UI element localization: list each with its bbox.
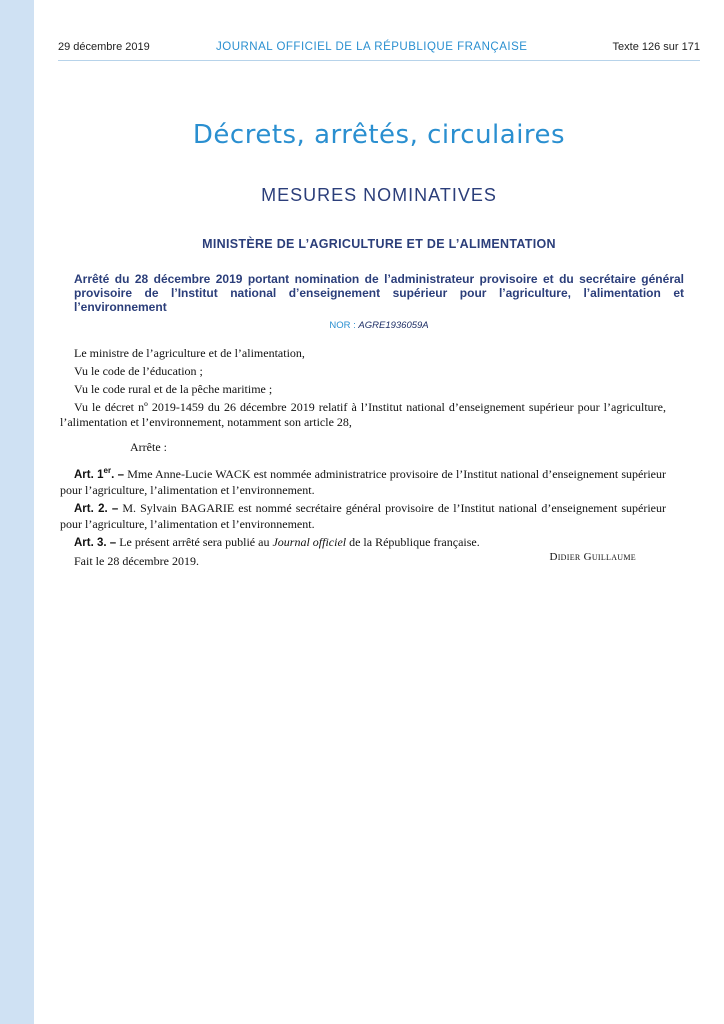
article-label: Art. 1er. –	[74, 466, 125, 481]
article-1	[60, 463, 666, 498]
article-3	[60, 535, 666, 551]
article-text: M. Sylvain BAGARIE est nommé secrétaire général provisoire de l’Institut national d’enseignement supérieur pour l’agriculture, l’alimentation et l’environnement.	[60, 500, 667, 531]
document-body	[60, 346, 666, 572]
section-title: MESURES NOMINATIVES	[261, 185, 497, 205]
article-label: Art. 2. –	[74, 502, 119, 515]
ministry-heading: MINISTÈRE DE L’AGRICULTURE ET DE L’ALIMENTATION	[202, 237, 556, 251]
vu-paragraph: Vu le code rural et de la pêche maritime ;	[74, 382, 273, 396]
signature: Didier Guillaume	[549, 551, 636, 563]
article-text: de la République française.	[346, 534, 480, 549]
nor-label: NOR :	[329, 320, 359, 331]
header-text-number: Texte 126 sur 171	[612, 41, 700, 53]
article-text: Mme Anne-Lucie WACK est nommée administratrice provisoire de l’Institut national d’enseignement supérieur pour l’agriculture, l’alimentation et l’environnement.	[60, 466, 666, 497]
fait-line: Fait le 28 décembre 2019.	[74, 553, 199, 568]
article-label: Art. 3. –	[74, 536, 117, 549]
arrete-title: Arrêté du 28 décembre 2019 portant nomination de l’administrateur provisoire et du secrétaire général provisoire de l’Institut national d’enseignement supérieur pour l’agriculture, l’alimentation et l’environnement	[74, 272, 684, 314]
header-journal-title: JOURNAL OFFICIEL DE LA RÉPUBLIQUE FRANÇAISE	[216, 41, 528, 53]
nor-line	[34, 320, 724, 331]
article-text-italic: Journal officiel	[272, 534, 347, 549]
document-page	[34, 0, 724, 1024]
nor-code: AGRE1936059A	[358, 320, 429, 331]
article-text: Le présent arrêté sera publié au	[119, 534, 273, 549]
header-divider	[58, 60, 700, 61]
page-edge-mark	[718, 930, 724, 990]
vu-paragraph: Vu le décret nº 2019-1459 du 26 décembre 2019 relatif à l’Institut national d’enseignement supérieur pour l’agriculture, l’alimentation et l’environnement, notamment son article 28,	[60, 400, 666, 429]
article-2	[60, 501, 666, 532]
vu-paragraph: Vu le code de l’éducation ;	[74, 364, 203, 378]
page-header	[58, 41, 700, 57]
left-margin-band	[0, 0, 34, 1024]
main-title: Décrets, arrêtés, circulaires	[192, 120, 566, 150]
header-date: 29 décembre 2019	[58, 41, 150, 53]
intro-paragraph: Le ministre de l’agriculture et de l’alimentation,	[74, 346, 305, 360]
arrete-word: Arrête :	[130, 440, 167, 454]
